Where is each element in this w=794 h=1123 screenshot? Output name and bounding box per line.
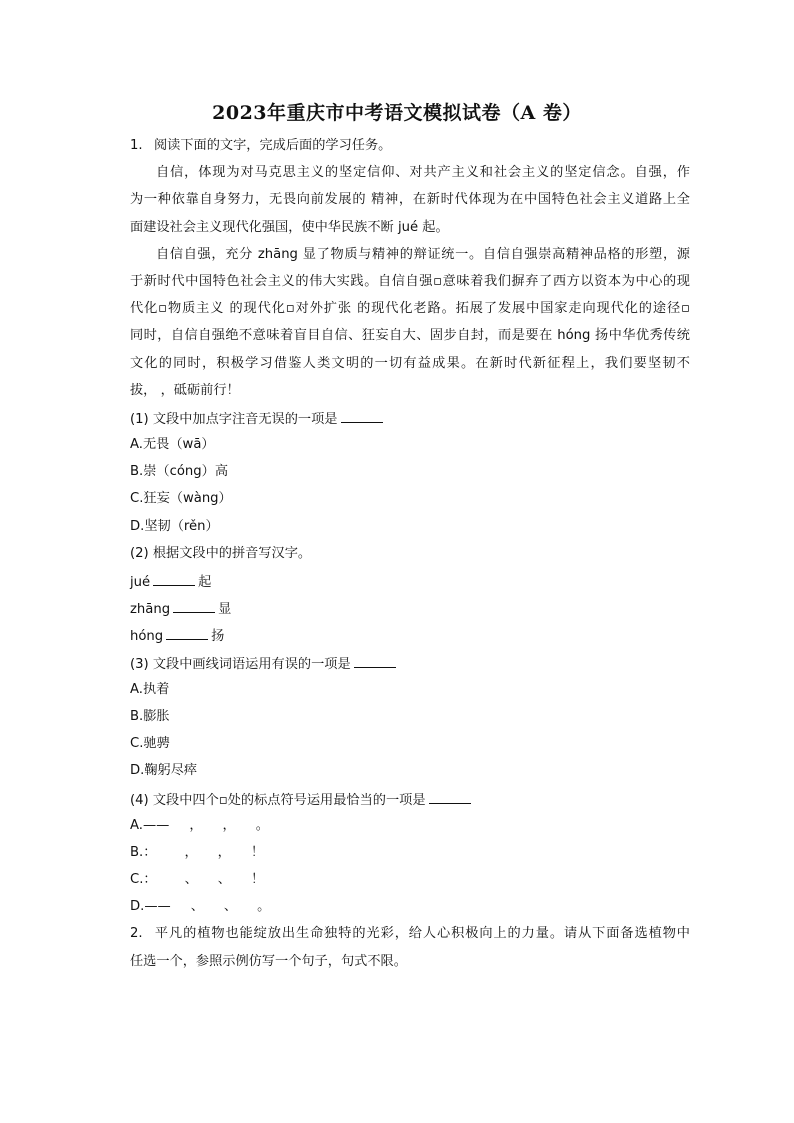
passage-line: 自信自强，充分 zhāng 显了物质与精神的辩证统一。自信自强崇高精神品格的形塑，源 bbox=[156, 246, 690, 262]
subquestion-text: (3) 文段中画线词语运用有误的一项是 bbox=[130, 656, 351, 672]
pinyin-item bbox=[130, 598, 690, 625]
pinyin-item bbox=[130, 571, 690, 598]
punct-mark: 、 bbox=[190, 899, 204, 915]
passage-line: 代化▫物质主义 的现代化▫对外扩张 的现代化老路。拓展了发展中国家走向现代化的途径▫ bbox=[130, 301, 690, 317]
subquestion-3 bbox=[130, 653, 690, 680]
passage-line: 自信，体现为对马克思主义的坚定信仰、对共产主义和社会主义的坚定信念。自强，作 bbox=[156, 165, 690, 181]
pinyin-suffix: 起 bbox=[198, 575, 212, 590]
option: C.驰骋 bbox=[130, 736, 170, 752]
punct-mark: ！ bbox=[250, 872, 265, 888]
option: D.鞠躬尽瘁 bbox=[130, 763, 198, 779]
punct-mark: —— bbox=[142, 817, 170, 833]
passage-line: 文化的同时，积极学习借鉴人类文明的一切有益成果。在新时代新征程上，我们要坚韧不 bbox=[130, 355, 690, 371]
answer-blank[interactable] bbox=[341, 408, 383, 423]
punct-option bbox=[130, 816, 690, 843]
pinyin: hóng bbox=[130, 629, 164, 645]
answer-blank[interactable] bbox=[429, 789, 471, 804]
option-label: A. bbox=[130, 817, 143, 833]
question-1-stem bbox=[130, 136, 690, 163]
punct-mark: ， bbox=[189, 817, 203, 833]
answer-blank[interactable] bbox=[354, 653, 396, 668]
option: B.膨胀 bbox=[130, 708, 170, 724]
pinyin-item bbox=[130, 625, 690, 652]
passage-line: 于新时代中国特色社会主义的伟大实践。自信自强▫意味着我们摒弃了西方以资本为中心的现 bbox=[130, 273, 690, 289]
subquestion-4 bbox=[130, 789, 690, 816]
subquestion-1 bbox=[130, 408, 690, 435]
passage-line: 拔， ，砥砺前行！ bbox=[130, 382, 240, 398]
punct-mark: ！ bbox=[250, 844, 264, 860]
option-label: B. bbox=[130, 844, 144, 860]
subquestion-text: (1) 文段中加点字注音无误的一项是 bbox=[130, 411, 338, 427]
passage-line: 为一种依靠自身努力，无畏向前发展的 精神，在新时代体现为在中国特色社会主义道路上全 bbox=[130, 192, 690, 208]
punct-mark: 、 bbox=[223, 899, 238, 915]
punct-option bbox=[130, 870, 690, 897]
punct-mark: ： bbox=[143, 844, 157, 860]
option: D.坚韧（rěn） bbox=[130, 518, 219, 534]
punct-mark: ， bbox=[222, 817, 236, 833]
question-number: 1. bbox=[130, 138, 143, 153]
option: A.执着 bbox=[130, 681, 170, 697]
answer-blank[interactable] bbox=[166, 625, 208, 640]
passage-line: 面建设社会主义现代化强国，使中华民族不断 jué 起。 bbox=[130, 219, 449, 235]
subquestion-text: (4) 文段中四个▫处的标点符号运用最恰当的一项是 bbox=[130, 792, 426, 808]
answer-blank[interactable] bbox=[153, 571, 195, 586]
punct-mark: 。 bbox=[255, 817, 269, 833]
option: A.无畏（wā） bbox=[130, 437, 215, 453]
pinyin: zhāng bbox=[130, 602, 171, 618]
punct-mark: ： bbox=[143, 872, 157, 888]
pinyin: jué bbox=[130, 575, 151, 590]
question-text: 阅读下面的文字，完成后面的学习任务。 bbox=[154, 138, 392, 153]
punct-mark: 。 bbox=[257, 899, 271, 915]
question-2-stem bbox=[130, 924, 690, 951]
option-label: D. bbox=[130, 899, 145, 915]
pinyin-suffix: 扬 bbox=[211, 629, 225, 645]
question-2-line: 任选一个，参照示例仿写一个句子，句式不限。 bbox=[130, 953, 407, 969]
punct-mark: —— bbox=[144, 899, 171, 915]
punct-option bbox=[130, 897, 690, 924]
subquestion-2: (2) 根据文段中的拼音写汉字。 bbox=[130, 545, 312, 561]
answer-blank[interactable] bbox=[173, 598, 215, 613]
exam-content bbox=[130, 136, 690, 979]
option: B.崇（cóng）高 bbox=[130, 464, 229, 480]
punct-option bbox=[130, 843, 690, 870]
question-text: 平凡的植物也能绽放出生命独特的光彩，给人心积极向上的力量。请从下面备选植物中 bbox=[154, 926, 690, 942]
question-number: 2. bbox=[130, 926, 143, 942]
page-title: 2023年重庆市中考语文模拟试卷（A 卷） bbox=[212, 102, 582, 124]
punct-mark: ， bbox=[217, 844, 231, 860]
punct-mark: ， bbox=[184, 844, 198, 860]
option: C.狂妄（wàng） bbox=[130, 491, 232, 507]
option-label: C. bbox=[130, 872, 144, 888]
pinyin-suffix: 显 bbox=[218, 602, 232, 618]
passage-line: 同时，自信自强绝不意味着盲目自信、狂妄自大、固步自封，而是要在 hóng 扬中华优秀传统 bbox=[130, 328, 690, 344]
punct-mark: 、 bbox=[184, 872, 198, 888]
punct-mark: 、 bbox=[217, 872, 231, 888]
